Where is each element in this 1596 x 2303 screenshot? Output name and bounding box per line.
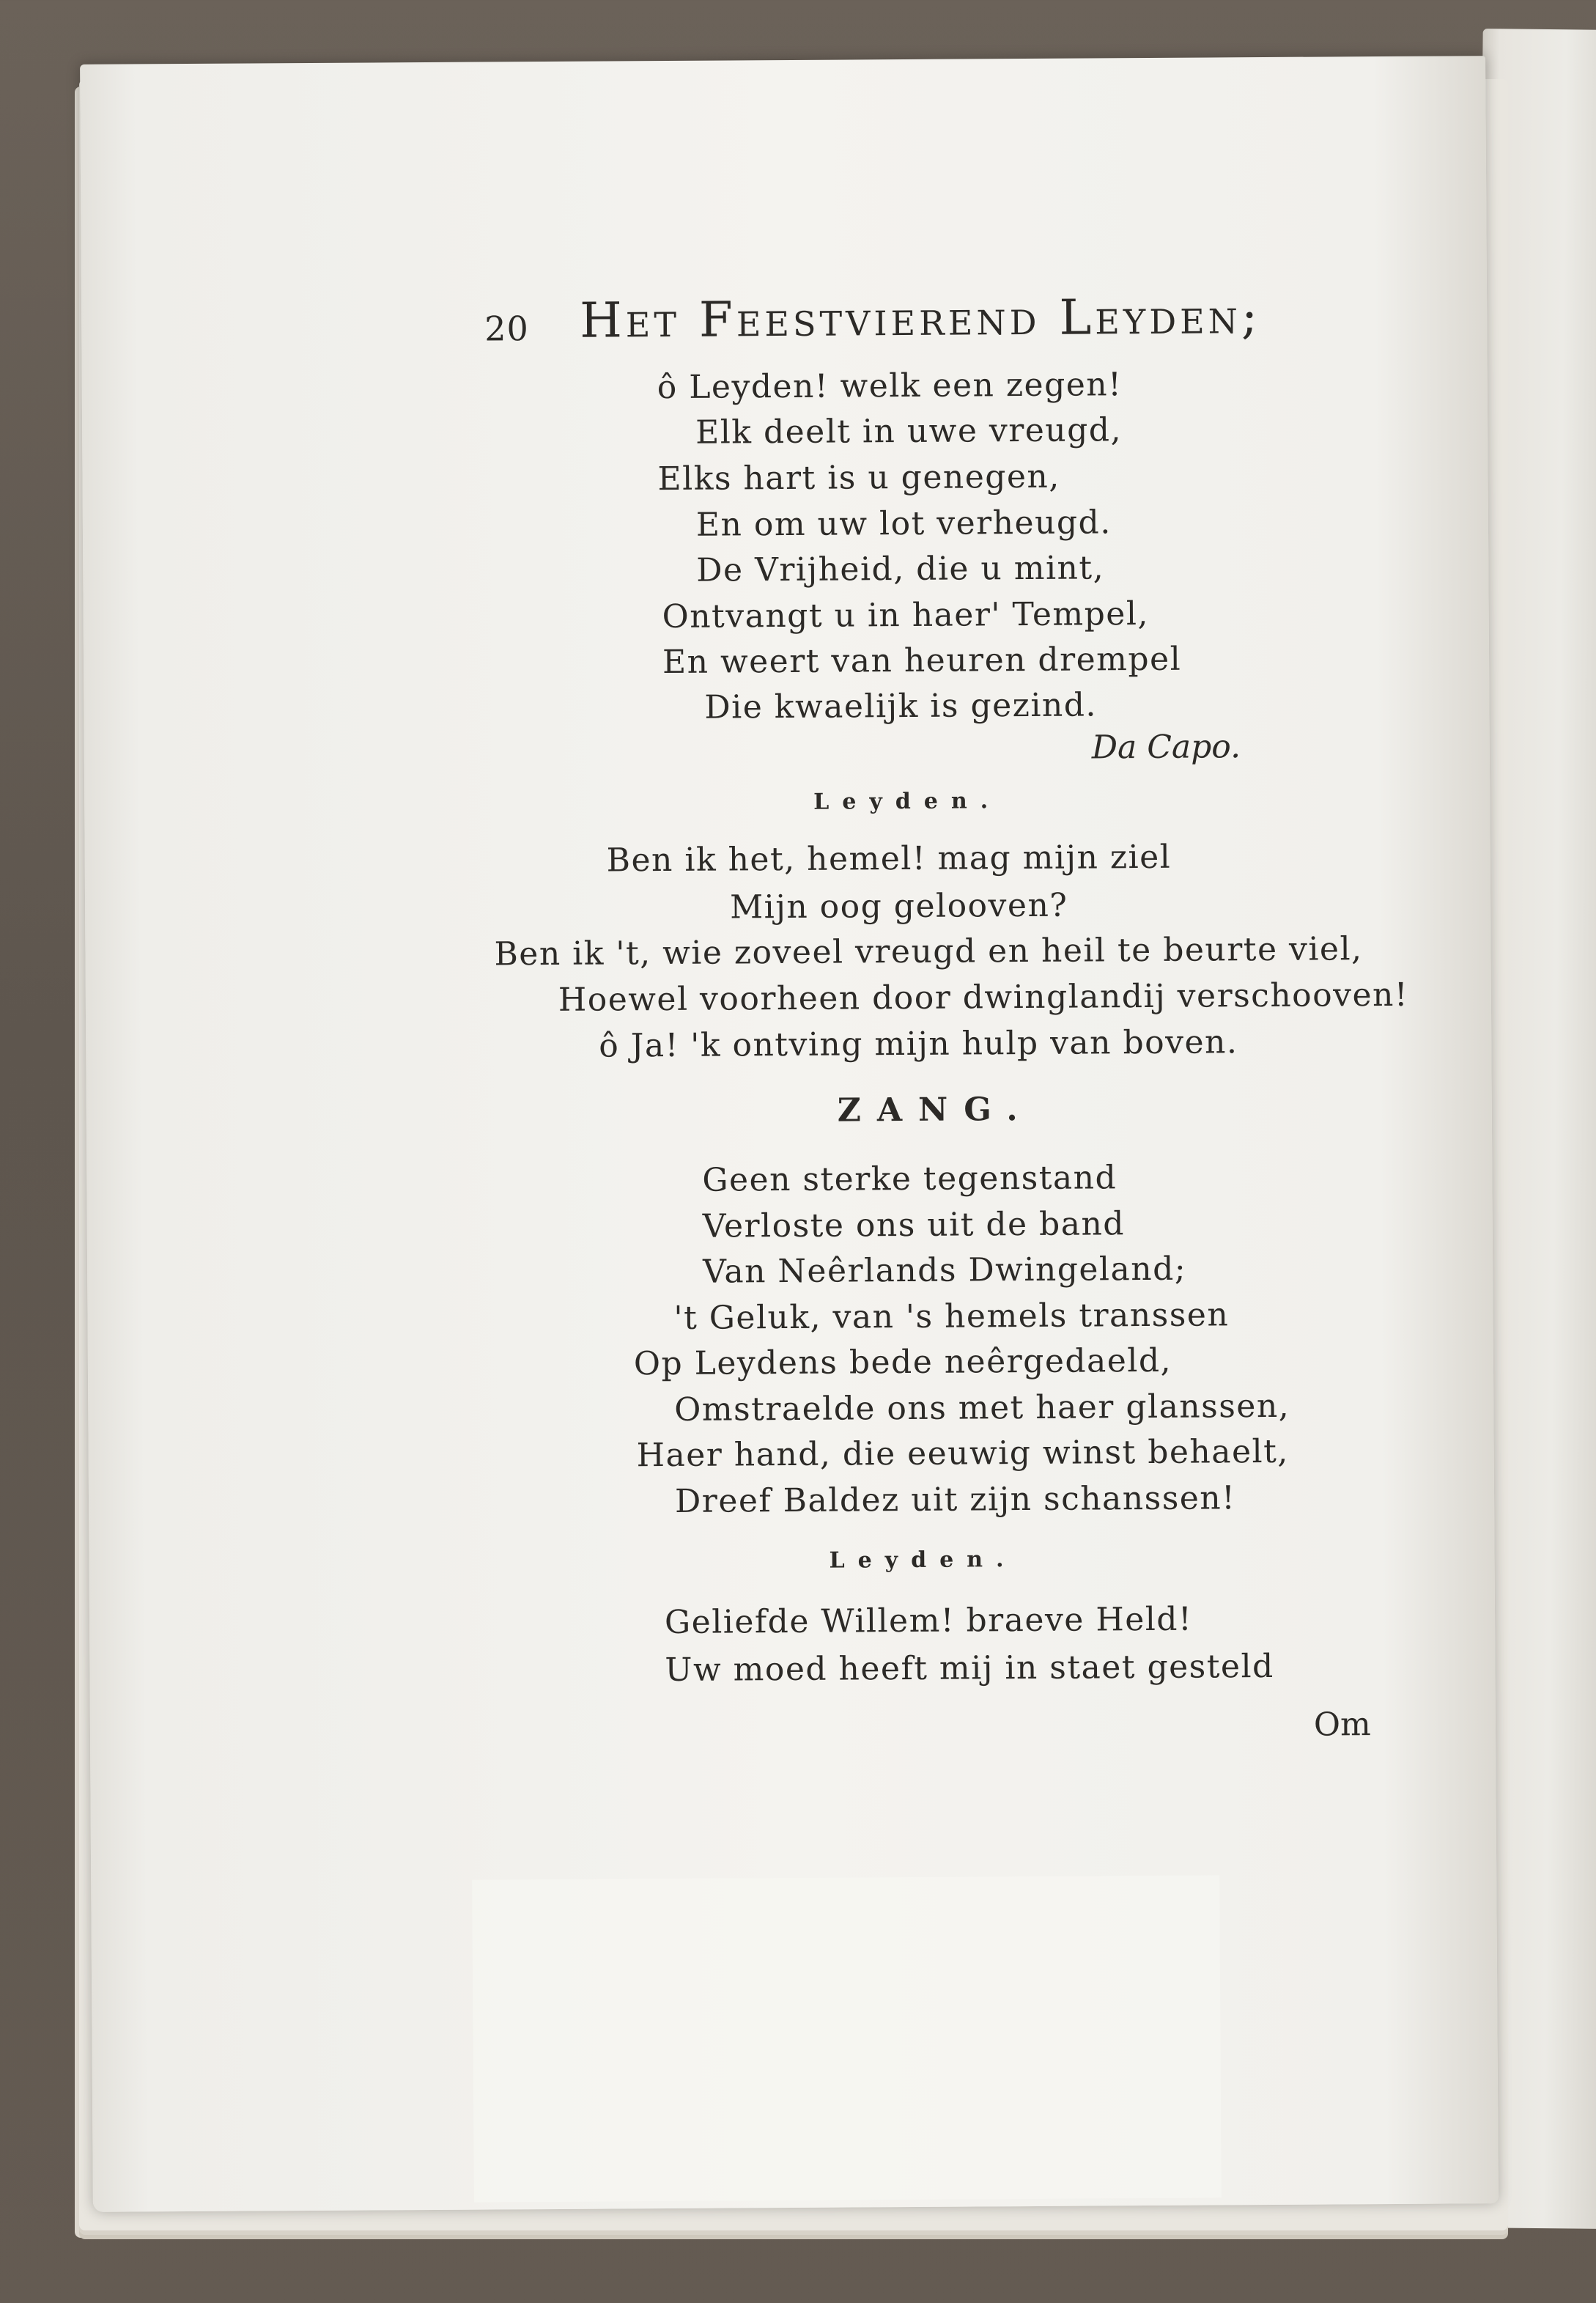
verse-line: Hoewel voorheen door dwinglandij verschooven! [558,976,1409,1019]
verse-line: Elk deelt in uwe vreugd, [695,411,1123,452]
catchword: Om [1313,1706,1371,1744]
da-capo: Da Capo. [1091,728,1241,767]
verse-line: Ben ik 't, wie zoveel vreugd en heil te beurte viel, [494,930,1363,973]
verse-line: En weert van heuren drempel [662,640,1182,682]
speaker-label: Leyden. [813,788,1002,815]
section-heading-zang: ZANG. [837,1090,1034,1130]
verse-line: Mijn oog gelooven? [729,886,1068,926]
verse-line: 't Geluk, van 's hemels transsen [673,1296,1230,1337]
verse-line: Verloste ons uit de band [702,1205,1126,1245]
verse-line: Geliefde Willem! braeve Held! [664,1600,1193,1642]
verse-line: De Vrijheid, die u mint, [696,549,1105,589]
verse-line: ô Leyden! welk een zegen! [657,366,1123,407]
page-number: 20 [484,309,529,349]
running-title: Het Feestvierend Leyden; [579,288,1262,349]
page-header [484,287,1401,366]
verse-line: Die kwaelijk is gezind. [704,686,1098,726]
verse-line: ô Ja! 'k ontving mijn hulp van boven. [599,1023,1238,1065]
verse-line: Geen sterke tegenstand [702,1159,1117,1199]
verse-line: Omstraelde ons met haer glanssen, [674,1387,1290,1429]
verse-line: Van Neêrlands Dwingeland; [702,1250,1187,1291]
book-page [80,56,1499,2212]
paper-patch [472,1875,1222,2202]
verse-line: Ontvangt u in haer' Tempel, [662,594,1150,636]
verse-line: Op Leydens bede neêrgedaeld, [633,1341,1172,1383]
speaker-label: Leyden. [829,1547,1017,1574]
verse-line: Uw moed heeft mij in staet gesteld [665,1647,1274,1690]
verse-line: Dreef Baldez uit zijn schanssen! [674,1479,1236,1520]
verse-line: Elks hart is u genegen, [657,457,1060,498]
verse-line: En om uw lot verheugd. [695,504,1112,544]
verse-line: Ben ik het, hemel! mag mijn ziel [606,838,1172,880]
verse-line: Haer hand, die eeuwig winst behaelt, [636,1432,1289,1475]
